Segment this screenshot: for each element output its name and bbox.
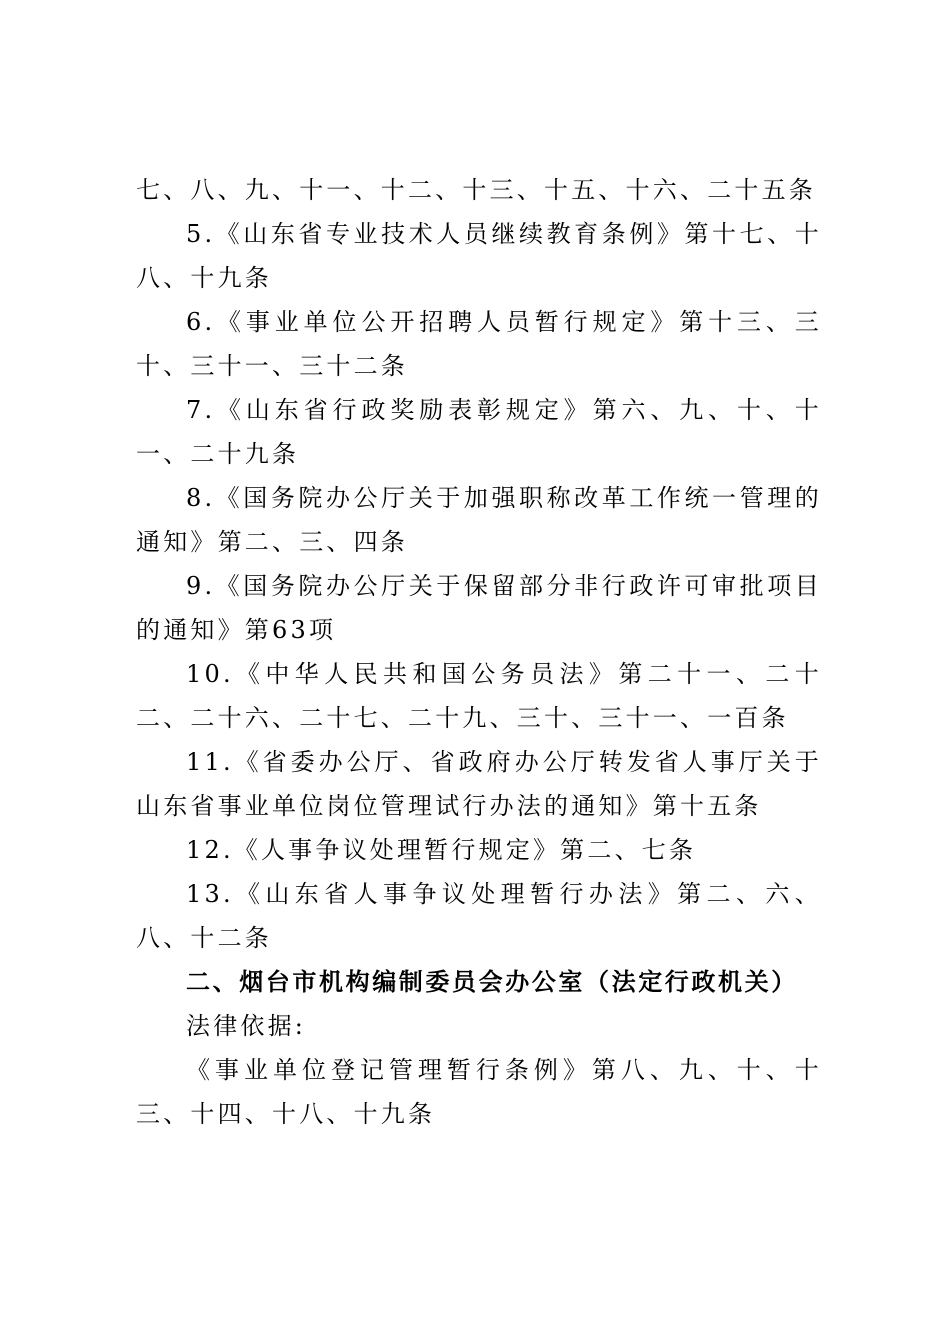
paragraph-item-6: 6.《事业单位公开招聘人员暂行规定》第十三、三十、三十一、三十二条 <box>136 308 822 380</box>
paragraph-item-7: 7.《山东省行政奖励表彰规定》第六、九、十、十一、二十九条 <box>136 396 822 468</box>
paragraph-item-10: 10.《中华人民共和国公务员法》第二十一、二十二、二十六、二十七、二十九、三十、三十一、一百条 <box>136 660 822 732</box>
paragraph-item-12: 12.《人事争议处理暂行规定》第二、七条 <box>186 836 697 864</box>
paragraph-item-9: 9.《国务院办公厅关于保留部分非行政许可审批项目的通知》第63项 <box>136 572 822 644</box>
paragraph-item-13: 13.《山东省人事争议处理暂行办法》第二、六、八、十二条 <box>136 880 822 952</box>
document-body <box>136 168 822 1136</box>
paragraph-legal-basis-item: 《事业单位登记管理暂行条例》第八、九、十、十三、十四、十八、十九条 <box>136 1056 822 1128</box>
section-heading-yantai-bianban: 二、烟台市机构编制委员会办公室（法定行政机关） <box>186 968 798 996</box>
legal-basis-label: 法律依据: <box>186 1012 307 1040</box>
paragraph-articles-continuation: 七、八、九、十一、十二、十三、十五、十六、二十五条 <box>136 176 816 204</box>
paragraph-item-8: 8.《国务院办公厅关于加强职称改革工作统一管理的通知》第二、三、四条 <box>136 484 822 556</box>
paragraph-item-11: 11.《省委办公厅、省政府办公厅转发省人事厅关于山东省事业单位岗位管理试行办法的通知》第十五条 <box>136 748 822 820</box>
paragraph-item-5: 5.《山东省专业技术人员继续教育条例》第十七、十八、十九条 <box>136 220 822 292</box>
